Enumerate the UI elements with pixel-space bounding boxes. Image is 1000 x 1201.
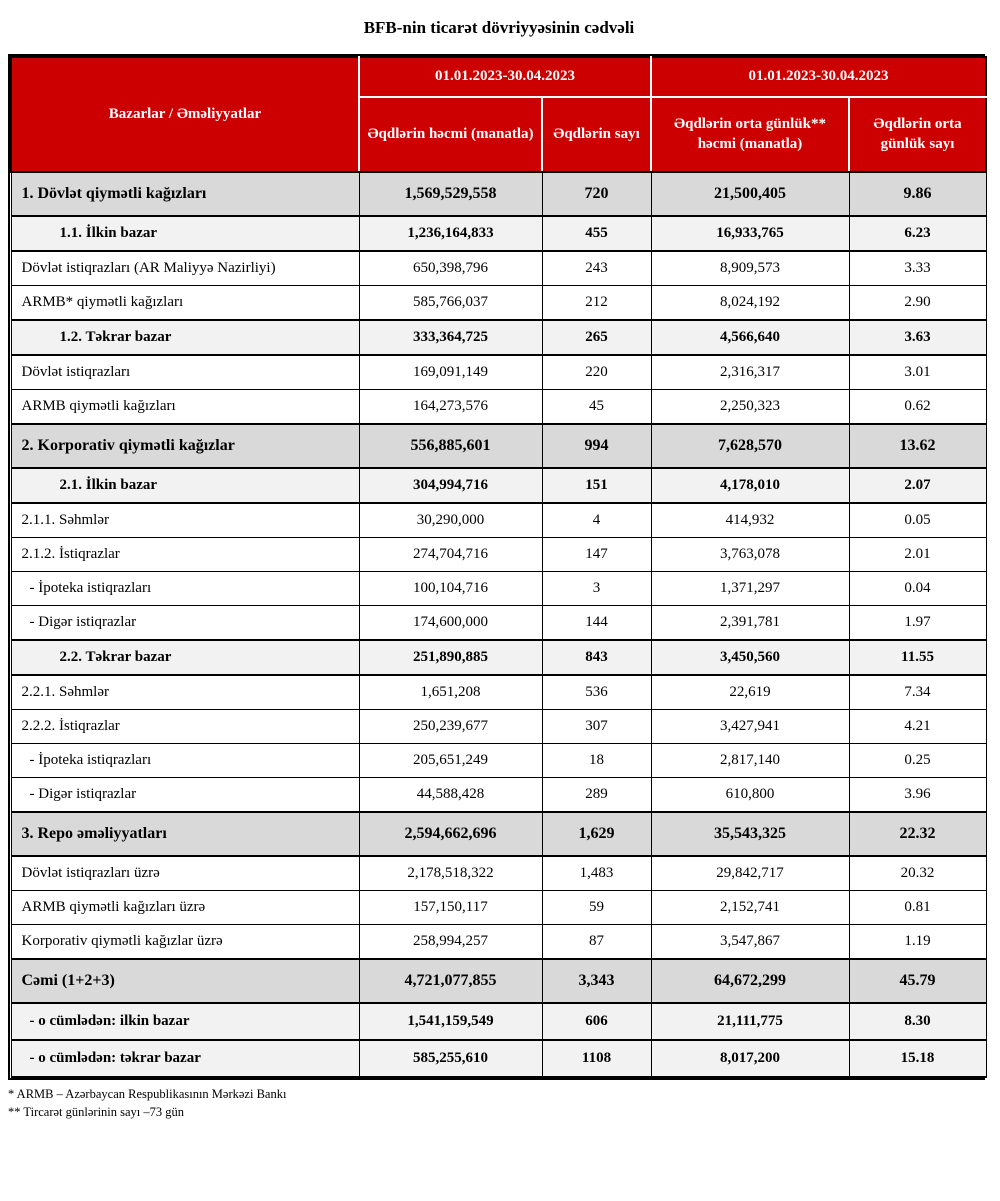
- table-row: [11, 1003, 986, 1040]
- row-value: 4,566,640: [651, 320, 849, 355]
- row-value: 1,569,529,558: [359, 172, 542, 216]
- footnote-trading-days: ** Tircarət günlərinin sayı –73 gün: [8, 1104, 185, 1119]
- row-label: 2.2.2. İstiqrazlar: [11, 710, 359, 744]
- row-value: 59: [542, 891, 651, 925]
- row-value: 21,111,775: [651, 1003, 849, 1040]
- row-label: 2.1. İlkin bazar: [11, 468, 359, 503]
- row-value: 22.32: [849, 812, 986, 856]
- row-label: Cəmi (1+2+3): [11, 959, 359, 1003]
- row-value: 2,250,323: [651, 390, 849, 425]
- row-value: 3.33: [849, 251, 986, 286]
- row-value: 3.01: [849, 355, 986, 390]
- row-label: Dövlət istiqrazları (AR Maliyyə Nazirliyi): [11, 251, 359, 286]
- row-value: 556,885,601: [359, 424, 542, 468]
- row-label: - Digər istiqrazlar: [11, 606, 359, 641]
- row-value: 3,427,941: [651, 710, 849, 744]
- table-row: [11, 640, 986, 675]
- row-value: 4.21: [849, 710, 986, 744]
- period-header-row: [11, 57, 986, 97]
- row-value: 44,588,428: [359, 778, 542, 813]
- row-label: 3. Repo əməliyyatları: [11, 812, 359, 856]
- table-row: [11, 572, 986, 606]
- row-value: 258,994,257: [359, 925, 542, 960]
- table-row: [11, 606, 986, 641]
- column-header-avg-daily-count: Əqdlərin orta günlük sayı: [849, 97, 986, 172]
- row-value: 20.32: [849, 856, 986, 891]
- row-value: 3,547,867: [651, 925, 849, 960]
- row-value: 151: [542, 468, 651, 503]
- row-value: 15.18: [849, 1040, 986, 1077]
- row-value: 1,236,164,833: [359, 216, 542, 251]
- row-value: 2,178,518,322: [359, 856, 542, 891]
- row-label: 2.2. Təkrar bazar: [11, 640, 359, 675]
- row-value: 650,398,796: [359, 251, 542, 286]
- table-row: [11, 251, 986, 286]
- row-value: 1,629: [542, 812, 651, 856]
- table-row: [11, 390, 986, 425]
- row-value: 4,721,077,855: [359, 959, 542, 1003]
- row-value: 11.55: [849, 640, 986, 675]
- table-header: [11, 57, 986, 172]
- table-row: [11, 959, 986, 1003]
- row-value: 100,104,716: [359, 572, 542, 606]
- row-value: 8,024,192: [651, 286, 849, 321]
- period-header-2: 01.01.2023-30.04.2023: [651, 57, 986, 97]
- row-value: 21,500,405: [651, 172, 849, 216]
- row-value: 22,619: [651, 675, 849, 710]
- row-value: 2,152,741: [651, 891, 849, 925]
- row-value: 4,178,010: [651, 468, 849, 503]
- row-value: 3.96: [849, 778, 986, 813]
- row-value: 1,651,208: [359, 675, 542, 710]
- row-value: 3,763,078: [651, 538, 849, 572]
- row-value: 606: [542, 1003, 651, 1040]
- table-row: [11, 286, 986, 321]
- row-value: 0.05: [849, 503, 986, 538]
- table-row: [11, 468, 986, 503]
- row-value: 0.81: [849, 891, 986, 925]
- row-value: 1.97: [849, 606, 986, 641]
- row-value: 13.62: [849, 424, 986, 468]
- row-value: 18: [542, 744, 651, 778]
- table-row: [11, 744, 986, 778]
- row-label: ARMB qiymətli kağızları üzrə: [11, 891, 359, 925]
- table-row: [11, 172, 986, 216]
- table-row: [11, 216, 986, 251]
- trade-turnover-table-wrap: [8, 54, 985, 1080]
- row-value: 0.62: [849, 390, 986, 425]
- row-value: 536: [542, 675, 651, 710]
- row-label: - İpoteka istiqrazları: [11, 572, 359, 606]
- row-value: 30,290,000: [359, 503, 542, 538]
- row-value: 2,817,140: [651, 744, 849, 778]
- row-value: 585,766,037: [359, 286, 542, 321]
- row-value: 164,273,576: [359, 390, 542, 425]
- row-value: 0.04: [849, 572, 986, 606]
- row-value: 1108: [542, 1040, 651, 1077]
- footnote-armb: * ARMB – Azərbaycan Respublikasının Mərkəzi Bankı: [8, 1087, 287, 1101]
- row-label: - Digər istiqrazlar: [11, 778, 359, 813]
- row-value: 8,017,200: [651, 1040, 849, 1077]
- table-row: [11, 424, 986, 468]
- row-value: 6.23: [849, 216, 986, 251]
- row-label: ARMB* qiymətli kağızları: [11, 286, 359, 321]
- row-value: 1.19: [849, 925, 986, 960]
- row-value: 720: [542, 172, 651, 216]
- row-value: 585,255,610: [359, 1040, 542, 1077]
- row-value: 8.30: [849, 1003, 986, 1040]
- table-row: [11, 503, 986, 538]
- row-value: 45: [542, 390, 651, 425]
- row-value: 45.79: [849, 959, 986, 1003]
- row-label: - İpoteka istiqrazları: [11, 744, 359, 778]
- table-row: [11, 778, 986, 813]
- row-value: 2,316,317: [651, 355, 849, 390]
- row-value: 205,651,249: [359, 744, 542, 778]
- row-value: 8,909,573: [651, 251, 849, 286]
- row-value: 144: [542, 606, 651, 641]
- row-value: 994: [542, 424, 651, 468]
- row-label: Dövlət istiqrazları: [11, 355, 359, 390]
- row-value: 212: [542, 286, 651, 321]
- table-row: [11, 925, 986, 960]
- row-value: 843: [542, 640, 651, 675]
- corner-header: Bazarlar / Əməliyyatlar: [11, 57, 359, 172]
- row-value: 414,932: [651, 503, 849, 538]
- table-row: [11, 812, 986, 856]
- row-value: 2,391,781: [651, 606, 849, 641]
- column-header-volume: Əqdlərin həcmi (manatla): [359, 97, 542, 172]
- row-label: 1.1. İlkin bazar: [11, 216, 359, 251]
- table-row: [11, 1040, 986, 1077]
- table-row: [11, 320, 986, 355]
- row-value: 1,371,297: [651, 572, 849, 606]
- row-value: 304,994,716: [359, 468, 542, 503]
- row-value: 243: [542, 251, 651, 286]
- row-value: 2.90: [849, 286, 986, 321]
- row-value: 9.86: [849, 172, 986, 216]
- row-label: 2.1.1. Səhmlər: [11, 503, 359, 538]
- row-value: 610,800: [651, 778, 849, 813]
- row-value: 7,628,570: [651, 424, 849, 468]
- row-value: 250,239,677: [359, 710, 542, 744]
- table-row: [11, 675, 986, 710]
- row-value: 3,343: [542, 959, 651, 1003]
- row-value: 3.63: [849, 320, 986, 355]
- row-label: Korporativ qiymətli kağızlar üzrə: [11, 925, 359, 960]
- row-label: - o cümlədən: təkrar bazar: [11, 1040, 359, 1077]
- row-label: 2.1.2. İstiqrazlar: [11, 538, 359, 572]
- row-value: 307: [542, 710, 651, 744]
- row-value: 0.25: [849, 744, 986, 778]
- row-value: 7.34: [849, 675, 986, 710]
- row-label: 2. Korporativ qiymətli kağızlar: [11, 424, 359, 468]
- table-body: [11, 172, 986, 1077]
- row-value: 289: [542, 778, 651, 813]
- trade-turnover-table: [10, 56, 987, 1078]
- table-row: [11, 538, 986, 572]
- row-value: 29,842,717: [651, 856, 849, 891]
- row-value: 147: [542, 538, 651, 572]
- row-value: 87: [542, 925, 651, 960]
- row-value: 274,704,716: [359, 538, 542, 572]
- row-label: ARMB qiymətli kağızları: [11, 390, 359, 425]
- table-row: [11, 355, 986, 390]
- row-value: 64,672,299: [651, 959, 849, 1003]
- row-value: 251,890,885: [359, 640, 542, 675]
- row-value: 157,150,117: [359, 891, 542, 925]
- row-value: 174,600,000: [359, 606, 542, 641]
- row-value: 4: [542, 503, 651, 538]
- row-value: 265: [542, 320, 651, 355]
- row-value: 220: [542, 355, 651, 390]
- footnotes: [8, 1086, 990, 1121]
- row-value: 169,091,149: [359, 355, 542, 390]
- row-value: 16,933,765: [651, 216, 849, 251]
- table-row: [11, 856, 986, 891]
- row-value: 2,594,662,696: [359, 812, 542, 856]
- page-title: BFB-nin ticarət dövriyyəsinin cədvəli: [363, 18, 635, 37]
- row-value: 3: [542, 572, 651, 606]
- column-header-count: Əqdlərin sayı: [542, 97, 651, 172]
- row-value: 333,364,725: [359, 320, 542, 355]
- row-label: 1.2. Təkrar bazar: [11, 320, 359, 355]
- row-value: 35,543,325: [651, 812, 849, 856]
- row-label: Dövlət istiqrazları üzrə: [11, 856, 359, 891]
- row-value: 1,483: [542, 856, 651, 891]
- row-value: 1,541,159,549: [359, 1003, 542, 1040]
- row-value: 2.01: [849, 538, 986, 572]
- row-value: 455: [542, 216, 651, 251]
- table-row: [11, 710, 986, 744]
- row-label: 1. Dövlət qiymətli kağızları: [11, 172, 359, 216]
- table-row: [11, 891, 986, 925]
- period-header-1: 01.01.2023-30.04.2023: [359, 57, 651, 97]
- row-value: 3,450,560: [651, 640, 849, 675]
- column-header-avg-daily-volume: Əqdlərin orta günlük** həcmi (manatla): [651, 97, 849, 172]
- row-value: 2.07: [849, 468, 986, 503]
- row-label: - o cümlədən: ilkin bazar: [11, 1003, 359, 1040]
- row-label: 2.2.1. Səhmlər: [11, 675, 359, 710]
